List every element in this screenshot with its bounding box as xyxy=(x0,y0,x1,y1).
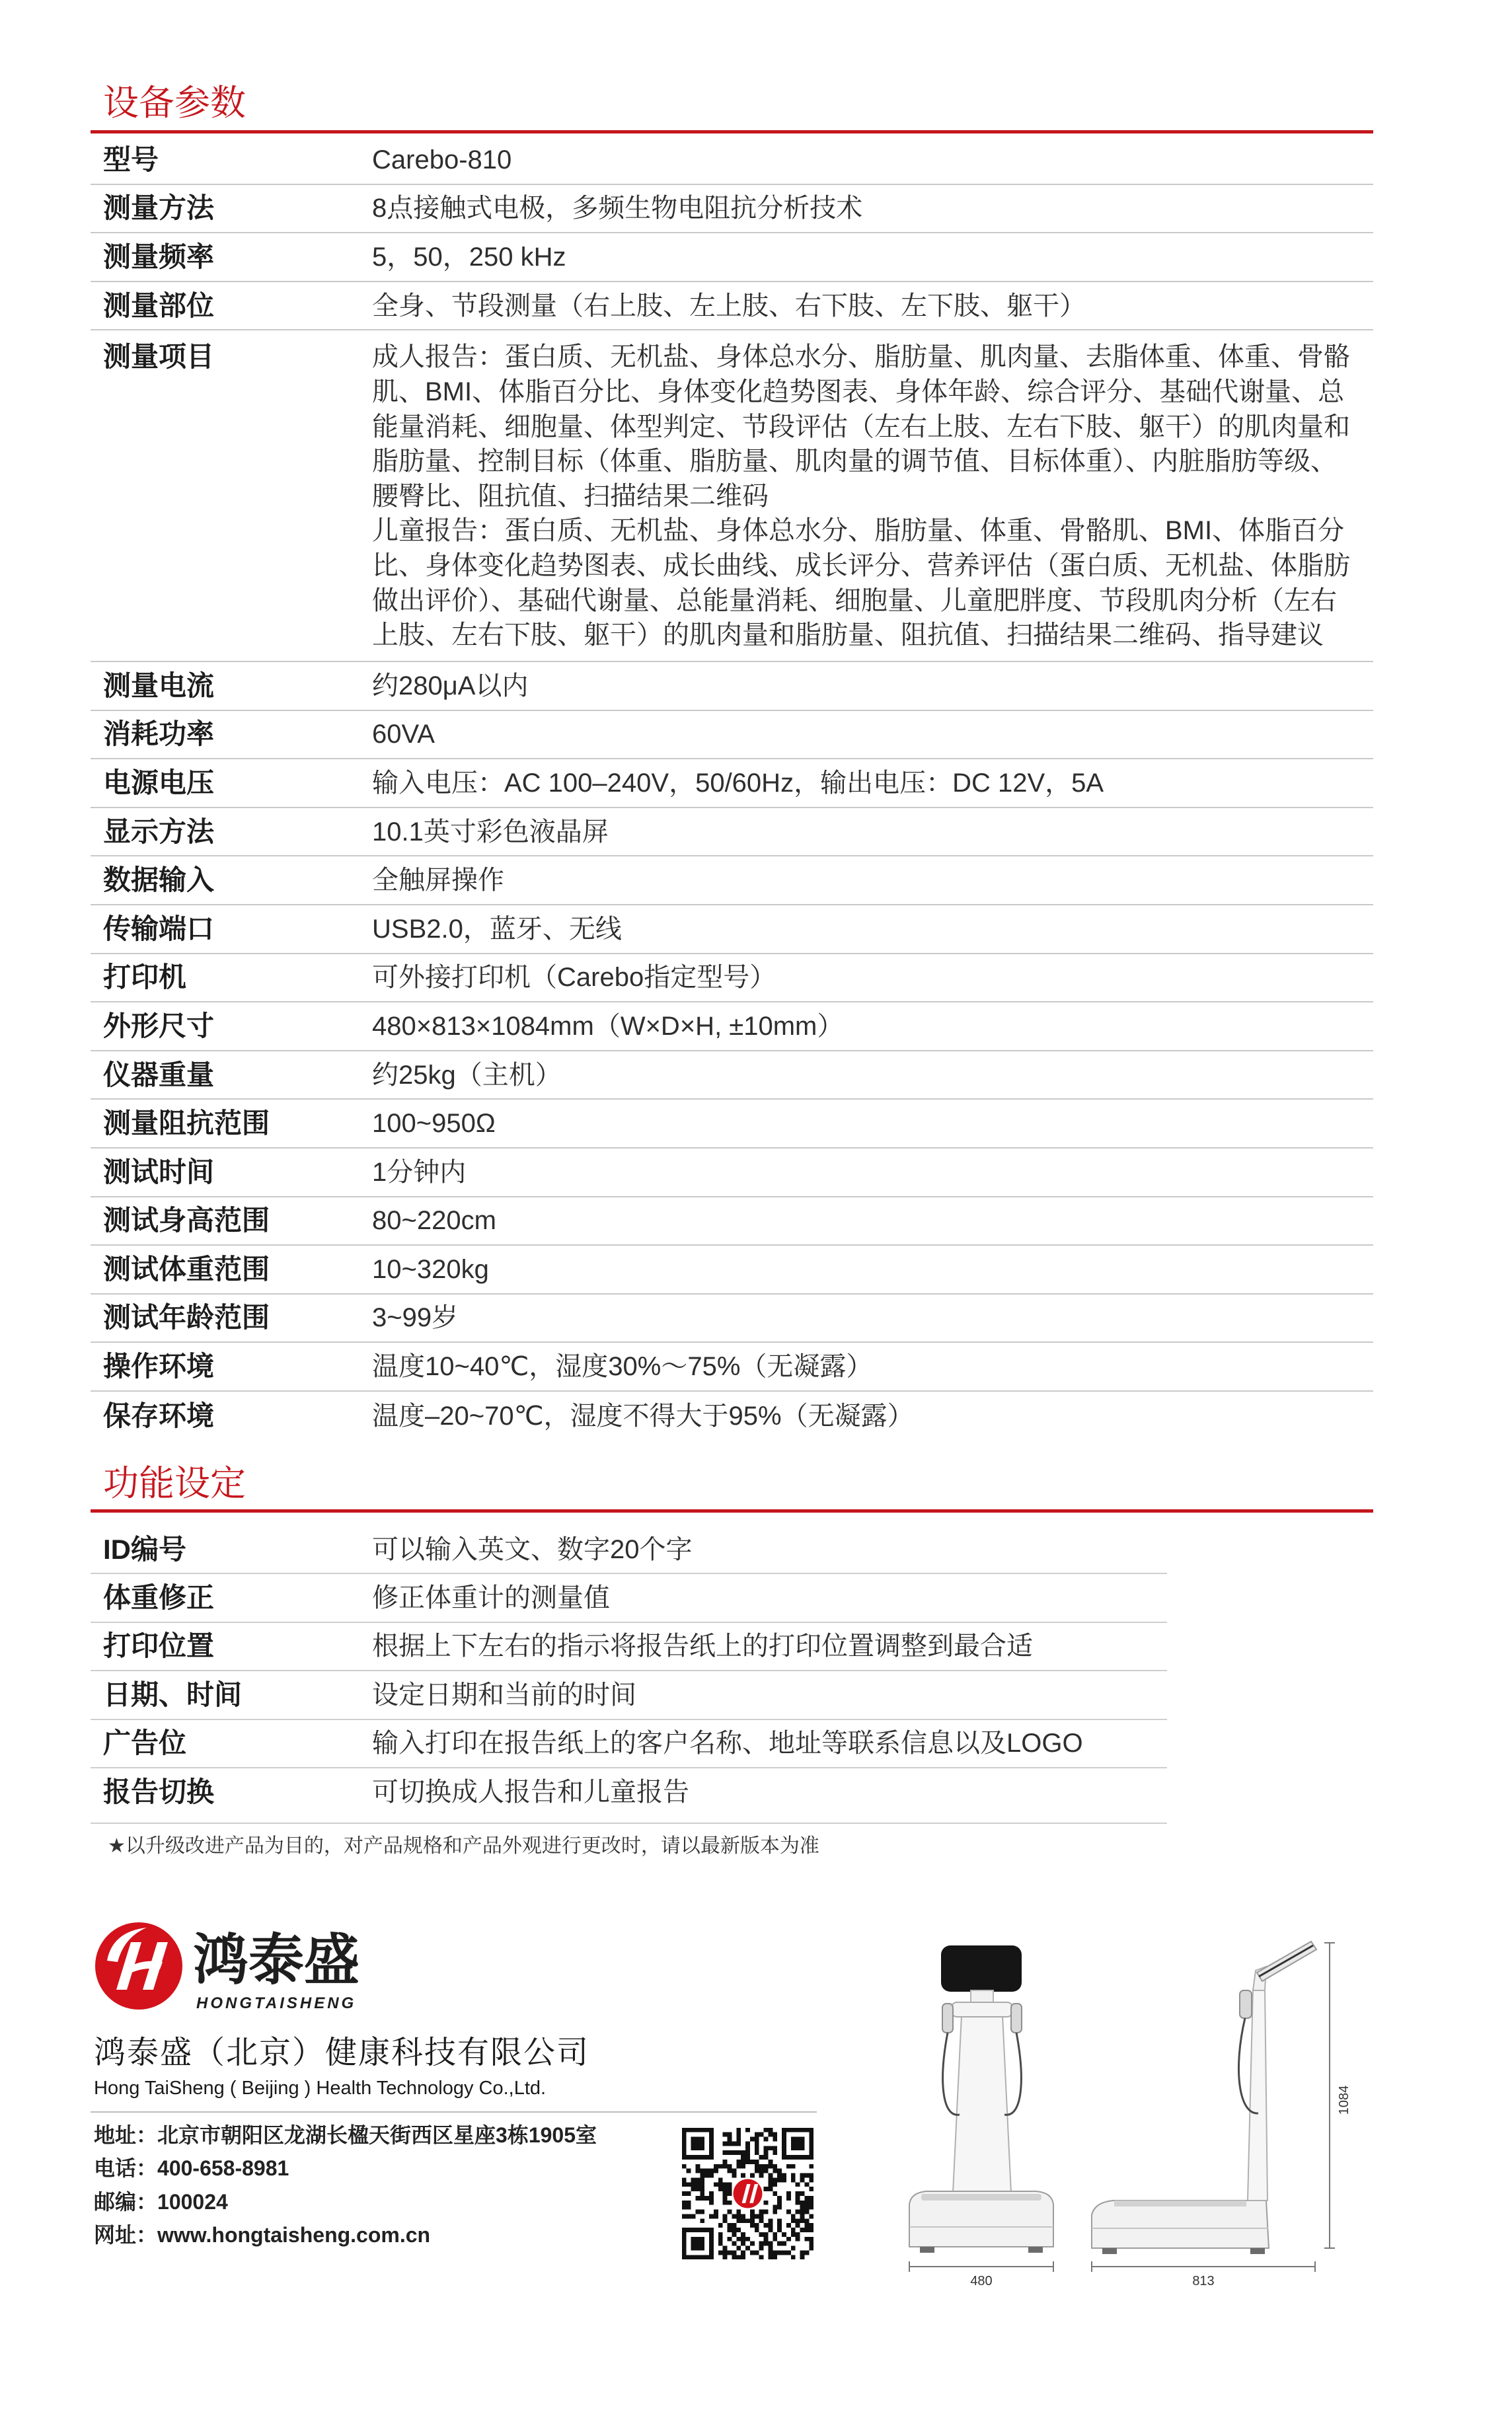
spec-value: 约280μA以内 xyxy=(372,671,529,700)
function-label: ID编号 xyxy=(103,1533,187,1565)
front-view-right-foot xyxy=(1028,2247,1043,2253)
front-view-left-handle xyxy=(942,2004,953,2033)
spec-table xyxy=(91,136,1373,1440)
spec-label: 电源电压 xyxy=(103,767,215,798)
function-value: 可以输入英文、数字20个字 xyxy=(372,1534,693,1564)
spec-row xyxy=(91,1100,1373,1149)
section-rule-specs xyxy=(91,130,1373,133)
spec-value: 10~320kg xyxy=(372,1254,489,1284)
function-row xyxy=(91,1623,1167,1671)
spec-label: 测试年龄范围 xyxy=(103,1302,270,1334)
spec-label: 操作环境 xyxy=(103,1351,215,1382)
spec-value: 10.1英寸彩色液晶屏 xyxy=(372,817,609,847)
section-title-functions: 功能设定 xyxy=(103,1464,246,1503)
spec-row xyxy=(91,282,1373,331)
spec-value: 全触屏操作 xyxy=(372,866,504,895)
spec-value-line: 脂肪量、控制目标（体重、脂肪量、肌肉量的调节值、目标体重）、内脏脂肪等级、 xyxy=(372,447,1337,476)
spec-value-line: 腰臀比、阻抗值、扫描结果二维码 xyxy=(372,481,769,511)
function-label: 报告切换 xyxy=(103,1776,215,1807)
spec-value: USB2.0，蓝牙、无线 xyxy=(372,914,622,944)
spec-value: 60VA xyxy=(372,720,435,749)
spec-value: 3~99岁 xyxy=(372,1303,459,1333)
contact-value: 北京市朝阳区龙湖长楹天街西区星座3栋1905室 xyxy=(157,2123,597,2147)
contact-label: 地址： xyxy=(94,2123,158,2147)
spec-row xyxy=(91,1343,1373,1392)
function-row xyxy=(91,1671,1167,1719)
spec-label: 测量频率 xyxy=(103,241,215,272)
spec-value: 8点接触式电极，多频生物电阻抗分析技术 xyxy=(372,194,863,223)
spec-row xyxy=(91,1295,1373,1343)
spec-value: 可外接打印机（Carebo指定型号） xyxy=(372,963,776,993)
function-label: 体重修正 xyxy=(103,1582,215,1614)
height-dimension-line xyxy=(1324,1943,1335,2248)
spec-row xyxy=(91,954,1373,1003)
spec-label: 测量电流 xyxy=(103,669,215,701)
spec-label: 消耗功率 xyxy=(103,718,215,750)
spec-row xyxy=(91,1002,1373,1051)
contact-label: 网址： xyxy=(94,2222,158,2247)
front-view-left-foot xyxy=(920,2247,934,2253)
depth-dimension-line xyxy=(1092,2261,1315,2272)
spec-row xyxy=(91,1149,1373,1197)
spec-row-measurement-items xyxy=(91,330,1373,662)
product-illustration xyxy=(886,1930,1375,2300)
spec-row xyxy=(91,808,1373,857)
front-view-handle-mount xyxy=(952,2002,1012,2017)
spec-value: 80~220cm xyxy=(372,1206,496,1236)
spec-value: 温度10~40℃，湿度30%～75%（无凝露） xyxy=(372,1352,873,1382)
width-dimension-line xyxy=(909,2261,1053,2272)
function-row xyxy=(91,1768,1167,1824)
contact-value: www.hongtaisheng.com.cn xyxy=(157,2222,431,2247)
spec-label: 外形尺寸 xyxy=(103,1010,215,1041)
front-view-right-handle xyxy=(1011,2004,1022,2033)
contact-label: 电话： xyxy=(94,2156,158,2181)
spec-label: 测量部位 xyxy=(103,289,215,321)
front-view-foot-electrodes xyxy=(921,2194,1041,2201)
spec-row xyxy=(91,1051,1373,1100)
spec-row xyxy=(91,711,1373,760)
function-value: 输入打印在报告纸上的客户名称、地址等联系信息以及LOGO xyxy=(372,1729,1083,1758)
function-value: 设定日期和当前的时间 xyxy=(372,1680,636,1710)
spec-value-line: 能量消耗、细胞量、体型判定、节段评估（左右上肢、左右下肢、躯干）的肌肉量和 xyxy=(372,412,1350,441)
contact-label: 邮编： xyxy=(94,2189,158,2214)
function-row xyxy=(91,1720,1167,1768)
spec-value-line: 比、身体变化趋势图表、成长曲线、成长评分、营养评估（蛋白质、无机盐、体脂肪 xyxy=(372,550,1350,580)
section-rule-functions xyxy=(91,1509,1373,1513)
spec-label: 显示方法 xyxy=(103,815,215,847)
contact-postcode xyxy=(94,2185,597,2218)
spec-value-line: 肌、BMI、体脂百分比、身体变化趋势图表、身体年龄、综合评分、基础代谢量、总 xyxy=(372,377,1345,406)
spec-row xyxy=(91,1197,1373,1246)
side-view xyxy=(1092,1941,1316,2254)
spec-row xyxy=(91,136,1373,185)
qr-code xyxy=(677,2123,818,2264)
function-row xyxy=(91,1574,1167,1622)
spec-row xyxy=(91,1246,1373,1295)
company-logo-icon xyxy=(93,1920,185,2012)
spec-value: Carebo-810 xyxy=(372,145,512,174)
spec-label: 数据输入 xyxy=(103,864,215,896)
spec-value: 100~950Ω xyxy=(372,1109,496,1139)
contact-phone xyxy=(94,2152,597,2185)
front-view xyxy=(909,1945,1053,2253)
logo-wordmark-cn: 鸿泰盛 xyxy=(193,1929,360,1991)
contact-value: 100024 xyxy=(157,2189,228,2214)
spec-value-line: 成人报告：蛋白质、无机盐、身体总水分、脂肪量、肌肉量、去脂体重、体重、骨骼 xyxy=(372,342,1350,372)
disclaimer-footnote: ★以升级改进产品为目的，对产品规格和产品外观进行更改时，请以最新版本为准 xyxy=(108,1835,819,1857)
function-value: 可切换成人报告和儿童报告 xyxy=(372,1777,689,1807)
spec-label: 测试身高范围 xyxy=(103,1205,270,1236)
contact-value: 400-658-8981 xyxy=(157,2156,289,2181)
spec-label: 测量项目 xyxy=(103,341,215,373)
function-label: 打印位置 xyxy=(103,1630,215,1662)
spec-row xyxy=(91,1392,1373,1441)
spec-label: 测试时间 xyxy=(103,1156,215,1187)
spec-row xyxy=(91,905,1373,954)
side-view-front-foot xyxy=(1102,2248,1117,2254)
spec-value: 480×813×1084mm（W×D×H, ±10mm） xyxy=(372,1011,844,1041)
company-divider xyxy=(91,2111,817,2113)
spec-row xyxy=(91,662,1373,711)
function-row xyxy=(91,1526,1167,1574)
contact-address xyxy=(94,2119,597,2152)
depth-dimension-label: 813 xyxy=(1192,2274,1215,2288)
spec-value-line: 儿童报告：蛋白质、无机盐、身体总水分、脂肪量、体重、骨骼肌、BMI、体脂百分 xyxy=(372,516,1345,546)
contact-list xyxy=(94,2119,597,2251)
spec-value-line: 做出评价）、基础代谢量、总能量消耗、细胞量、儿童肥胖度、节段肌肉分析（左右 xyxy=(372,585,1337,615)
spec-row xyxy=(91,185,1373,234)
spec-value: 输入电压：AC 100–240V，50/60Hz，输出电压：DC 12V，5A xyxy=(372,768,1104,798)
spec-value: 约25kg（主机） xyxy=(372,1060,562,1090)
spec-label: 打印机 xyxy=(103,961,187,993)
company-name-cn: 鸿泰盛（北京）健康科技有限公司 xyxy=(94,2035,590,2070)
side-view-handle xyxy=(1240,1990,1252,2018)
function-table xyxy=(91,1526,1167,1824)
function-value: 根据上下左右的指示将报告纸上的打印位置调整到最合适 xyxy=(372,1632,1033,1661)
spec-value: 温度–20~70℃，湿度不得大于95%（无凝露） xyxy=(372,1401,914,1431)
spec-row xyxy=(91,233,1373,282)
spec-label: 测量方法 xyxy=(103,192,215,224)
spec-label: 测量阻抗范围 xyxy=(103,1108,270,1139)
contact-website xyxy=(94,2218,597,2251)
side-view-base xyxy=(1092,2201,1269,2248)
spec-label: 保存环境 xyxy=(103,1400,215,1431)
side-view-rear-foot xyxy=(1250,2248,1265,2254)
front-view-column xyxy=(953,2016,1011,2193)
spec-value-multiline xyxy=(372,340,1350,652)
company-name-en: Hong TaiSheng ( Beijing ) Health Technology Co.,Ltd. xyxy=(94,2078,547,2099)
side-view-foot-electrodes xyxy=(1114,2201,1246,2206)
spec-label: 传输端口 xyxy=(103,913,215,944)
width-dimension-label: 480 xyxy=(970,2274,993,2288)
spec-value: 1分钟内 xyxy=(372,1157,467,1187)
spec-value: 5，50，250 kHz xyxy=(372,242,566,272)
spec-value-line: 上肢、左右下肢、躯干）的肌肉量和脂肪量、阻抗值、扫描结果二维码、指导建议 xyxy=(372,621,1324,650)
function-label: 日期、时间 xyxy=(103,1678,243,1710)
section-title-specs: 设备参数 xyxy=(103,83,246,123)
function-label: 广告位 xyxy=(103,1727,187,1759)
front-view-display xyxy=(941,1945,1022,1992)
spec-label: 型号 xyxy=(103,143,159,175)
spec-label: 仪器重量 xyxy=(103,1059,215,1090)
side-view-column xyxy=(1248,1989,1267,2201)
spec-row xyxy=(91,759,1373,808)
function-value: 修正体重计的测量值 xyxy=(372,1583,610,1613)
side-view-display-face xyxy=(1259,1945,1313,1977)
logo-wordmark-en: HONGTAISHENG xyxy=(196,1994,357,2012)
spec-label: 测试体重范围 xyxy=(103,1253,270,1285)
height-dimension-label: 1084 xyxy=(1337,2085,1351,2115)
spec-row xyxy=(91,856,1373,905)
spec-value: 全身、节段测量（右上肢、左上肢、右下肢、左下肢、躯干） xyxy=(372,291,1086,320)
